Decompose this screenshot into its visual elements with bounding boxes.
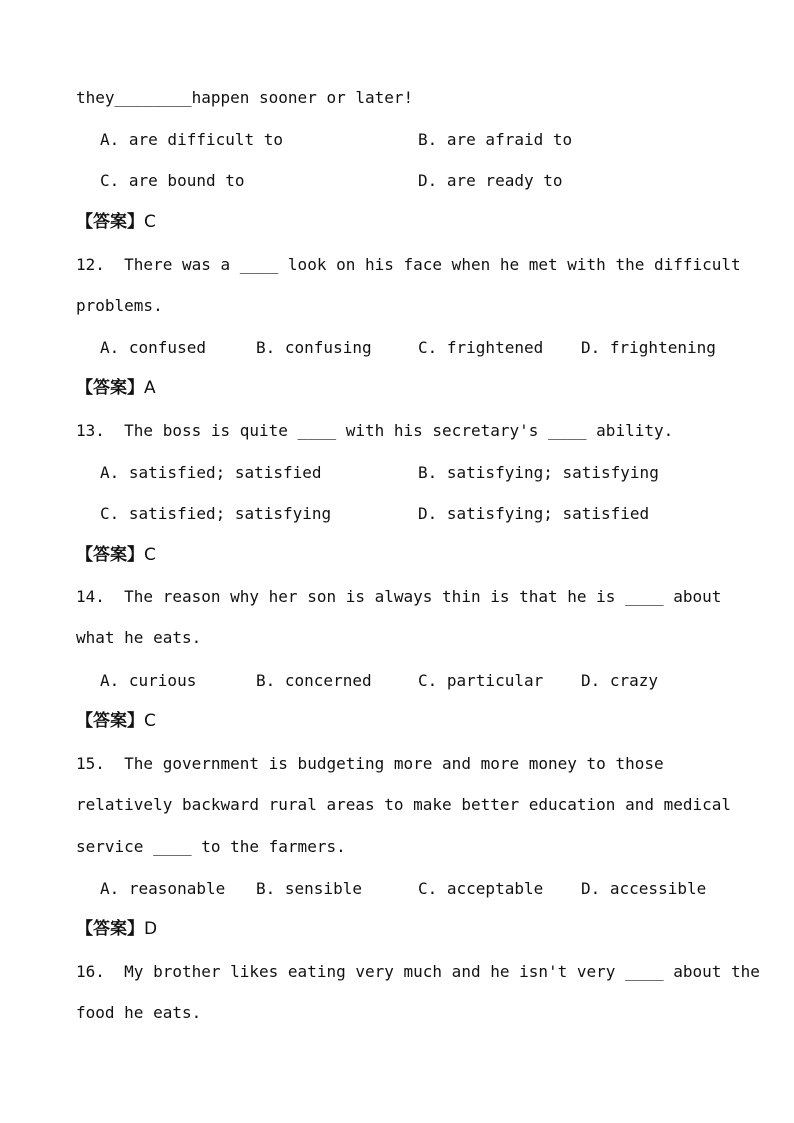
answer-value: C: [144, 212, 156, 232]
q12-option-a: A. confused: [100, 338, 206, 357]
answer-value: C: [144, 711, 156, 731]
q12-option-d: D. frightening: [581, 338, 716, 357]
q14-option-a: A. curious: [100, 671, 197, 690]
q12-answer: [76, 378, 156, 398]
q15-option-a: A. reasonable: [100, 879, 226, 898]
q15-stem-line2: relatively backward rural areas to make better education and medical: [76, 795, 732, 814]
q14-answer: [76, 711, 156, 731]
q13-stem-line1: 13. The boss is quite ____ with his secretary's ____ ability.: [76, 421, 674, 440]
q11-option-a: A. are difficult to: [100, 130, 284, 149]
q13-option-a: A. satisfied; satisfied: [100, 463, 322, 482]
q15-option-b: B. sensible: [256, 879, 362, 898]
q15-option-d: D. accessible: [581, 879, 707, 898]
q11-option-d: D. are ready to: [418, 171, 563, 190]
q12-stem-line2: problems.: [76, 296, 163, 315]
q11-stem-continuation: they________happen sooner or later!: [76, 88, 414, 107]
answer-value: D: [144, 919, 158, 939]
q12-option-c: C. frightened: [418, 338, 544, 357]
q15-stem-line3: service ____ to the farmers.: [76, 837, 346, 856]
answer-label: 【答案】: [76, 919, 144, 939]
answer-value: A: [144, 378, 156, 398]
q14-stem-line1: 14. The reason why her son is always thin is that he is ____ about: [76, 587, 722, 606]
q11-option-c: C. are bound to: [100, 171, 245, 190]
q12-option-b: B. confusing: [256, 338, 372, 357]
q15-answer: [76, 919, 157, 939]
q14-option-d: D. crazy: [581, 671, 659, 690]
answer-label: 【答案】: [76, 378, 144, 398]
answer-label: 【答案】: [76, 711, 144, 731]
q15-stem-line1: 15. The government is budgeting more and more money to those: [76, 754, 664, 773]
q13-option-d: D. satisfying; satisfied: [418, 504, 650, 523]
q11-option-b: B. are afraid to: [418, 130, 573, 149]
answer-label: 【答案】: [76, 212, 144, 232]
q13-option-c: C. satisfied; satisfying: [100, 504, 332, 523]
q15-option-c: C. acceptable: [418, 879, 544, 898]
q16-stem-line2: food he eats.: [76, 1003, 202, 1022]
q13-option-b: B. satisfying; satisfying: [418, 463, 659, 482]
q16-stem-line1: 16. My brother likes eating very much and he isn't very ____ about the: [76, 962, 760, 981]
q11-answer: [76, 212, 156, 232]
q14-option-b: B. concerned: [256, 671, 372, 690]
answer-value: C: [144, 545, 156, 565]
q14-option-c: C. particular: [418, 671, 544, 690]
q12-stem-line1: 12. There was a ____ look on his face when he met with the difficult: [76, 255, 741, 274]
q13-answer: [76, 545, 156, 565]
q14-stem-line2: what he eats.: [76, 628, 202, 647]
answer-label: 【答案】: [76, 545, 144, 565]
